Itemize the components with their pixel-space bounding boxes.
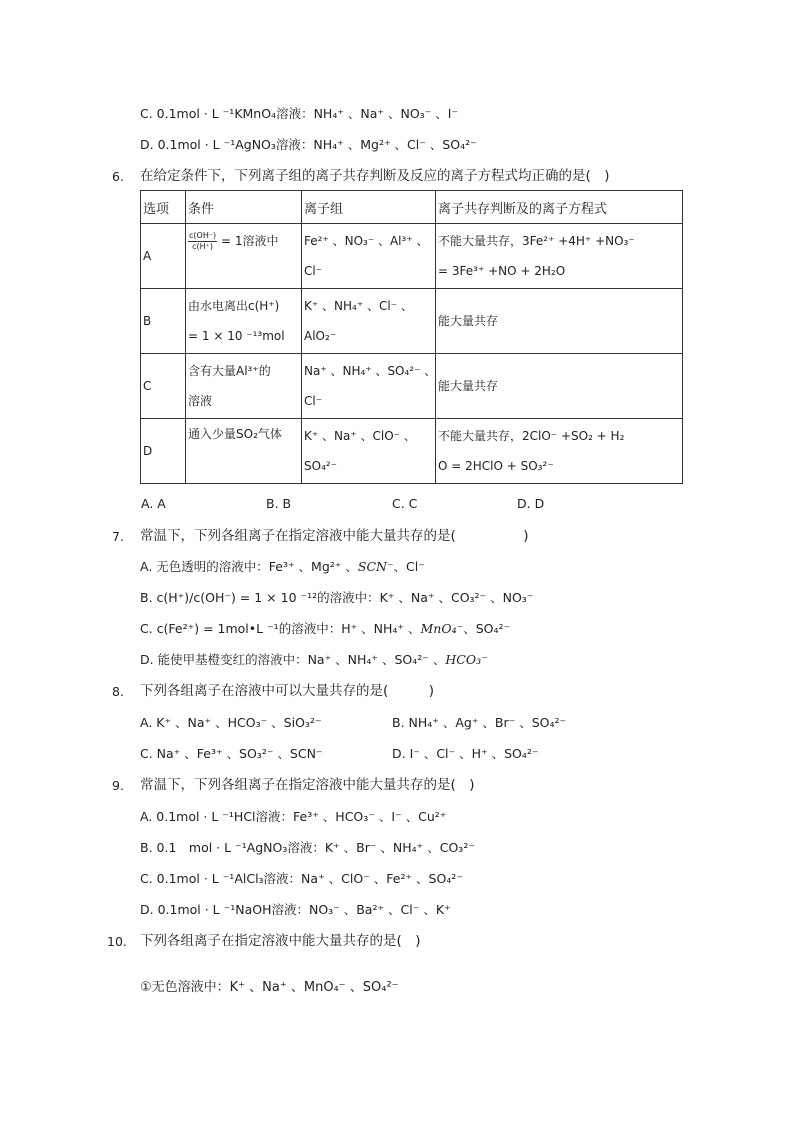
q9-number: 9. <box>112 778 124 793</box>
q6-answer-d: D. D <box>517 496 545 511</box>
q9-option-a: A. 0.1mol · L ⁻¹HCl溶液：Fe³⁺ 、HCO₃⁻ 、I⁻ 、Cu²⁺ <box>140 809 447 824</box>
q9-option-b: B. 0.1 mol · L ⁻¹AgNO₃溶液：K⁺ 、Br⁻ 、NH₄⁺ 、CO₃²⁻ <box>140 840 475 855</box>
row-option: D <box>141 419 186 484</box>
table-row <box>141 354 683 419</box>
header-condition: 条件 <box>186 191 302 224</box>
q8-option-b: B. NH₄⁺ 、Ag⁺ 、Br⁻ 、SO₄²⁻ <box>392 715 567 730</box>
q6-text: 在给定条件下，下列离子组的离子共存判断及反应的离子方程式均正确的是( ) <box>140 168 610 184</box>
row-condition: 含有大量Al³⁺的 溶液 <box>186 354 302 419</box>
q7-option-a: A. 无色透明的溶液中：Fe³⁺ 、Mg²⁺ 、SCN⁻、Cl⁻ <box>140 559 425 574</box>
q6-answer-a: A. A <box>141 496 166 511</box>
row-ions: K⁺ 、NH₄⁺ 、Cl⁻ 、 AlO₂⁻ <box>302 289 436 354</box>
row-condition: $\frac{c(OH^-)}{c(H^+)}$ = 1溶液中 <box>186 224 302 289</box>
q9-option-d: D. 0.1mol · L ⁻¹NaOH溶液：NO₃⁻ 、Ba²⁺ 、Cl⁻ 、K⁺ <box>140 902 451 917</box>
q6-number: 6. <box>112 169 124 184</box>
q9-option-c: C. 0.1mol · L ⁻¹AlCl₃溶液：Na⁺ 、ClO⁻ 、Fe²⁺ 、SO₄²⁻ <box>140 871 463 886</box>
row-condition: 通入少量SO₂气体 <box>186 419 302 484</box>
q7-number: 7. <box>112 529 124 544</box>
row-ions: K⁺ 、Na⁺ 、ClO⁻ 、 SO₄²⁻ <box>302 419 436 484</box>
header-judgement: 离子共存判断及的离子方程式 <box>436 191 683 224</box>
q7-text: 常温下，下列各组离子在指定溶液中能大量共存的是( ) <box>140 528 529 544</box>
q7-option-b: B. c(H⁺)/c(OH⁻) = 1 × 10 ⁻¹²的溶液中：K⁺ 、Na⁺ 、CO₃²⁻ 、NO₃⁻ <box>140 590 534 605</box>
q6-table <box>140 190 683 484</box>
q8-option-c: C. Na⁺ 、Fe³⁺ 、SO₃²⁻ 、SCN⁻ <box>140 746 323 761</box>
row-judgement: 不能大量共存，3Fe²⁺ +4H⁺ +NO₃⁻ = 3Fe³⁺ +NO + 2H₂O <box>436 224 683 289</box>
q8-number: 8. <box>112 684 124 699</box>
row-judgement: 不能大量共存，2ClO⁻ +SO₂ + H₂ O = 2HClO + SO₃²⁻ <box>436 419 683 484</box>
q10-number: 10. <box>107 934 127 949</box>
q10-item-1: ①无色溶液中：K⁺ 、Na⁺ 、MnO₄⁻ 、SO₄²⁻ <box>140 980 399 995</box>
q8-option-a: A. K⁺ 、Na⁺ 、HCO₃⁻ 、SiO₃²⁻ <box>140 715 322 730</box>
q9-text: 常温下，下列各组离子在指定溶液中能大量共存的是( ) <box>140 777 475 793</box>
row-ions: Fe²⁺ 、NO₃⁻ 、Al³⁺ 、 Cl⁻ <box>302 224 436 289</box>
table-row <box>141 419 683 484</box>
q6-answer-c: C. C <box>392 496 418 511</box>
header-ion-group: 离子组 <box>302 191 436 224</box>
header-option: 选项 <box>141 191 186 224</box>
q8-text: 下列各组离子在溶液中可以大量共存的是( ) <box>140 683 435 699</box>
q8-option-d: D. I⁻ 、Cl⁻ 、H⁺ 、SO₄²⁻ <box>392 746 539 761</box>
table-header-row <box>141 191 683 224</box>
q10-text: 下列各组离子在指定溶液中能大量共存的是( ) <box>140 933 421 949</box>
row-ions: Na⁺ 、NH₄⁺ 、SO₄²⁻ 、 Cl⁻ <box>302 354 436 419</box>
condition-fraction: $\frac{c(OH^-)}{c(H^+)}$ <box>189 231 217 251</box>
row-condition: 由水电离出c(H⁺) = 1 × 10 ⁻¹³mol <box>186 289 302 354</box>
q5-option-d: D. 0.1mol · L ⁻¹AgNO₃溶液：NH₄⁺ 、Mg²⁺ 、Cl⁻ 、SO₄²⁻ <box>140 137 477 152</box>
row-judgement: 能大量共存 <box>436 289 683 354</box>
q5-option-c: C. 0.1mol · L ⁻¹KMnO₄溶液：NH₄⁺ 、Na⁺ 、NO₃⁻ 、I⁻ <box>140 106 459 121</box>
row-judgement: 能大量共存 <box>436 354 683 419</box>
q7-option-c: C. c(Fe²⁺) = 1mol•L ⁻¹的溶液中：H⁺ 、NH₄⁺ 、MnO₄⁻、SO₄²⁻ <box>140 621 511 636</box>
table-row <box>141 224 683 289</box>
row-option: B <box>141 289 186 354</box>
table-row <box>141 289 683 354</box>
q6-answer-b: B. B <box>266 496 292 511</box>
row-option: A <box>141 224 186 289</box>
row-option: C <box>141 354 186 419</box>
q7-option-d: D. 能使甲基橙变红的溶液中：Na⁺ 、NH₄⁺ 、SO₄²⁻ 、HCO₃⁻ <box>140 652 488 667</box>
